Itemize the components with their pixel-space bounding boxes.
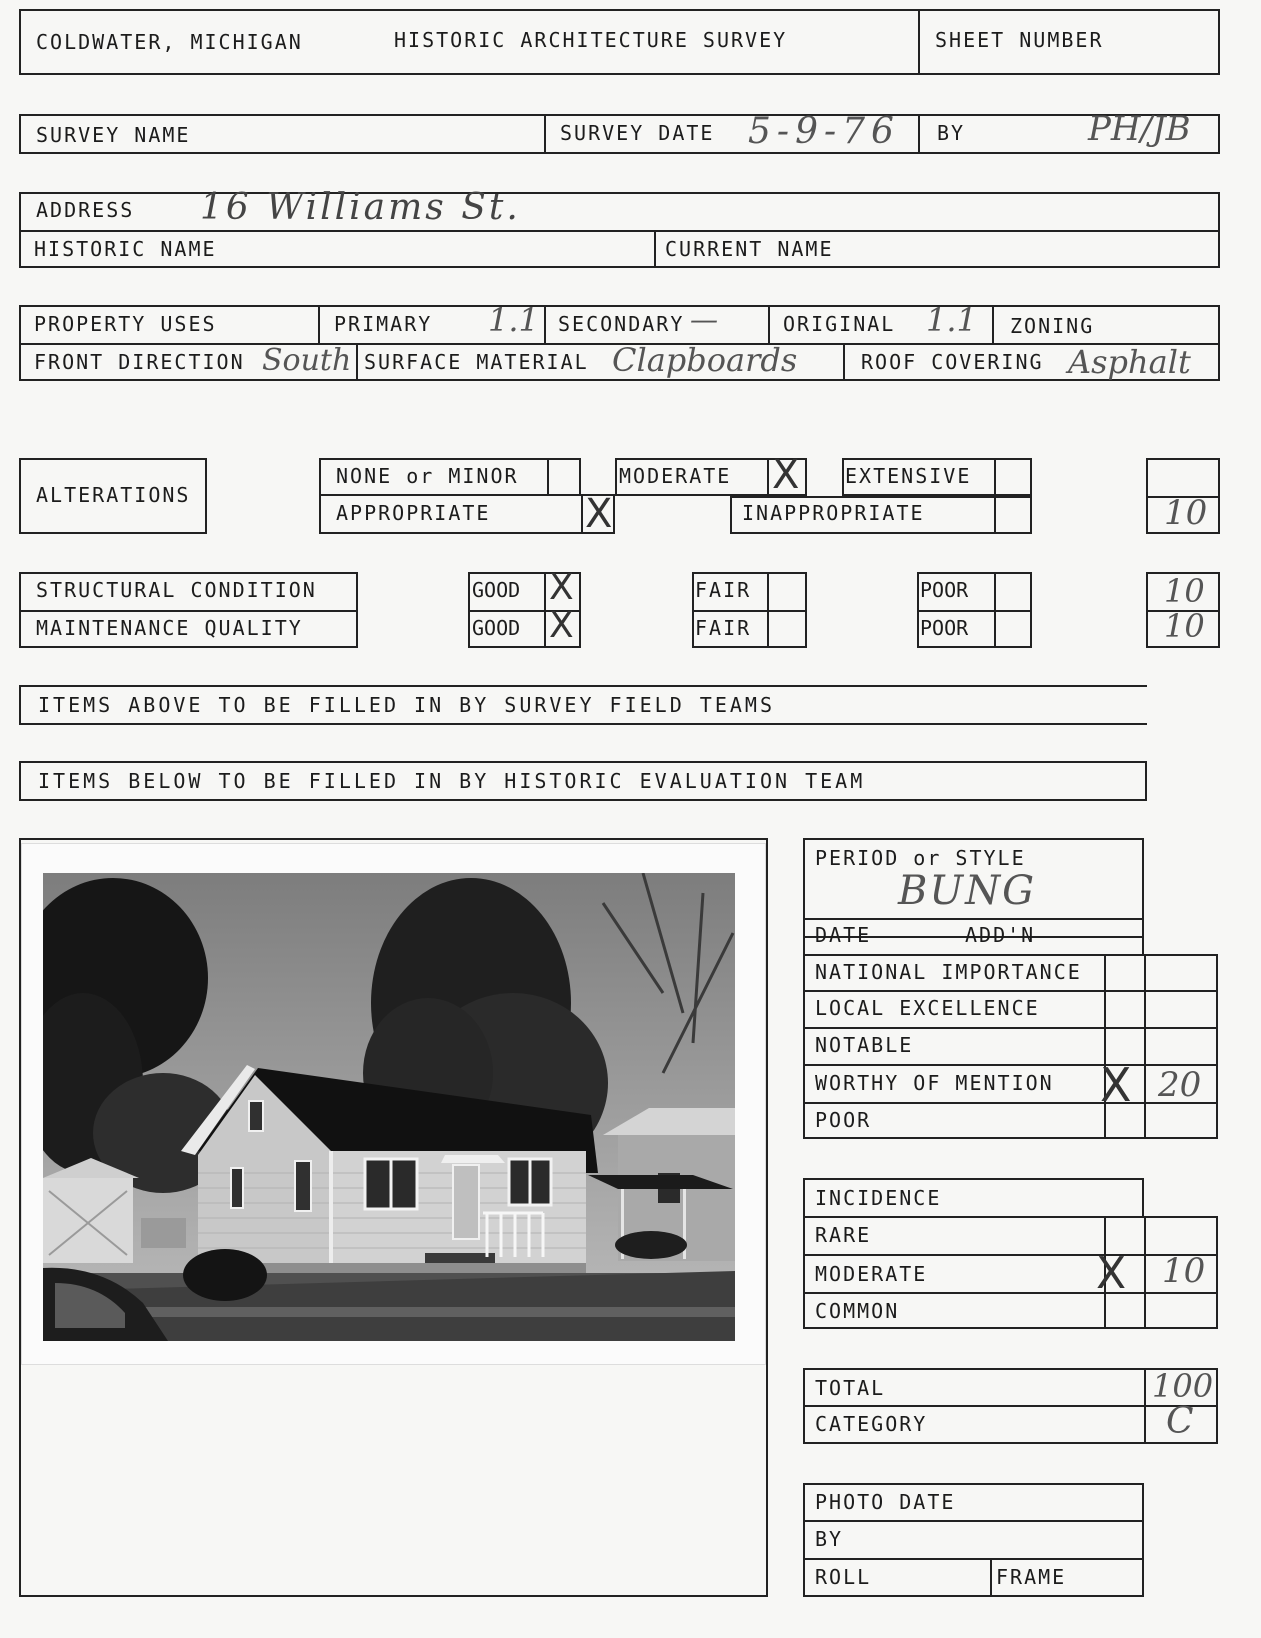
address-value[interactable]: 16 Williams St. [200, 187, 521, 228]
totals-col-divider [1144, 1368, 1146, 1444]
surface-material-label: SURFACE MATERIAL [364, 350, 589, 374]
appropriate-check-divider [581, 494, 583, 534]
house-photograph [43, 873, 735, 1341]
alterations-score[interactable]: 10 [1164, 493, 1208, 533]
extensive-check-divider [994, 458, 996, 496]
worthy-of-mention-check[interactable]: X [1100, 1058, 1132, 1112]
original-value[interactable]: 1.1 [926, 301, 977, 339]
maintenance-fair-label: FAIR [695, 616, 752, 640]
maintenance-quality-label: MAINTENANCE QUALITY [36, 616, 303, 640]
worthy-of-mention-label: WORTHY OF MENTION [815, 1071, 1054, 1095]
current-name-label: CURRENT NAME [665, 237, 834, 261]
total-value[interactable]: 100 [1152, 1367, 1214, 1405]
poor-divider [917, 610, 1032, 612]
evaluation-poor-label: POOR [815, 1108, 872, 1132]
header-divider [918, 9, 920, 75]
evaluation-team-note: ITEMS BELOW TO BE FILLED IN BY HISTORIC EVALUATION TEAM [38, 769, 866, 793]
extensive-label: EXTENSIVE [845, 464, 972, 488]
zoning-label: ZONING [1010, 314, 1095, 338]
good-check-divider [544, 572, 546, 648]
moderate-label: MODERATE [619, 464, 732, 488]
original-label: ORIGINAL [783, 312, 896, 336]
front-direction-label: FRONT DIRECTION [34, 350, 245, 374]
historic-name-label: HISTORIC NAME [34, 237, 217, 261]
incidence-moderate-check[interactable]: X [1096, 1248, 1127, 1299]
importance-row-3 [803, 1064, 1218, 1066]
photo-by-label: BY [815, 1527, 844, 1551]
prop-div-4 [992, 305, 994, 343]
incidence-col-divider-2 [1144, 1216, 1146, 1329]
importance-col-divider-2 [1144, 954, 1146, 1139]
structural-fair-label: FAIR [695, 578, 752, 602]
structural-good-check[interactable]: X [549, 567, 574, 608]
sheet-number-label: SHEET NUMBER [935, 28, 1104, 52]
address-divider [19, 230, 1220, 232]
none-minor-label: NONE or MINOR [336, 464, 519, 488]
frame-label: FRAME [996, 1565, 1067, 1589]
maintenance-good-label: GOOD [472, 616, 521, 640]
location-label: COLDWATER, MICHIGAN [36, 30, 303, 54]
incidence-label: INCIDENCE [815, 1186, 942, 1210]
survey-by-label: BY [937, 121, 966, 145]
photo-info-row-2 [803, 1558, 1144, 1560]
photo-date-label: PHOTO DATE [815, 1490, 956, 1514]
inappropriate-check-divider [994, 496, 996, 534]
survey-by-value[interactable]: PH/JB [1088, 109, 1191, 149]
importance-row-1 [803, 990, 1218, 992]
total-label: TOTAL [815, 1376, 886, 1400]
prop-div-1 [318, 305, 320, 343]
prop-div-6 [843, 343, 845, 381]
primary-label: PRIMARY [334, 312, 433, 336]
roof-covering-value[interactable]: Asphalt [1068, 343, 1191, 381]
incidence-moderate-label: MODERATE [815, 1262, 928, 1286]
front-direction-value[interactable]: South [262, 343, 352, 378]
roll-frame-divider [990, 1558, 992, 1597]
incidence-row-1 [803, 1254, 1218, 1256]
address-label: ADDRESS [36, 198, 135, 222]
maintenance-good-check[interactable]: X [549, 605, 574, 646]
incidence-moderate-score[interactable]: 10 [1162, 1251, 1206, 1291]
property-uses-label: PROPERTY USES [34, 312, 217, 336]
moderate-check[interactable]: X [772, 452, 800, 498]
survey-date-value[interactable]: 5-9-76 [748, 111, 900, 152]
period-style-label: PERIOD or STYLE [815, 846, 1026, 870]
national-importance-label: NATIONAL IMPORTANCE [815, 960, 1082, 984]
worthy-of-mention-score[interactable]: 20 [1158, 1065, 1202, 1105]
fair-check-divider [767, 572, 769, 648]
surface-material-value[interactable]: Clapboards [612, 341, 798, 379]
maintenance-score[interactable]: 10 [1164, 607, 1205, 645]
category-value[interactable]: C [1166, 1401, 1194, 1442]
prop-div-2 [544, 305, 546, 343]
importance-row-4 [803, 1102, 1218, 1104]
survey-name-label: SURVEY NAME [36, 123, 191, 147]
none-minor-check-divider [547, 458, 549, 496]
prop-div-3 [768, 305, 770, 343]
moderate-check-divider [767, 458, 769, 496]
secondary-label: SECONDARY [558, 312, 685, 336]
maintenance-poor-label: POOR [920, 616, 969, 640]
date-label: DATE [815, 923, 872, 947]
structural-good-label: GOOD [472, 578, 521, 602]
survey-date-label: SURVEY DATE [560, 121, 715, 145]
poor-check-divider [994, 572, 996, 648]
roll-label: ROLL [815, 1565, 872, 1589]
rare-label: RARE [815, 1223, 872, 1247]
structural-poor-label: POOR [920, 578, 969, 602]
prop-div-5 [356, 343, 358, 381]
period-style-value[interactable]: BUNG [898, 868, 1037, 914]
survey-divider-1 [544, 114, 546, 154]
roof-covering-label: ROOF COVERING [861, 350, 1044, 374]
photo-info-row-1 [803, 1520, 1144, 1522]
alterations-label: ALTERATIONS [36, 483, 191, 507]
category-label: CATEGORY [815, 1412, 928, 1436]
primary-value[interactable]: 1.1 [488, 301, 539, 339]
structural-condition-label: STRUCTURAL CONDITION [36, 578, 317, 602]
incidence-row-2 [803, 1292, 1218, 1294]
historic-current-divider [654, 230, 656, 268]
inappropriate-label: INAPPROPRIATE [742, 501, 925, 525]
appropriate-check[interactable]: X [585, 491, 613, 537]
common-label: COMMON [815, 1299, 900, 1323]
condition-label-divider [19, 610, 358, 612]
totals-divider [803, 1405, 1218, 1407]
structural-score[interactable]: 10 [1164, 572, 1205, 610]
form-title: HISTORIC ARCHITECTURE SURVEY [394, 28, 788, 52]
secondary-value[interactable]: — [690, 303, 718, 336]
notable-label: NOTABLE [815, 1033, 914, 1057]
importance-row-2 [803, 1027, 1218, 1029]
survey-divider-2 [918, 114, 920, 154]
field-teams-note: ITEMS ABOVE TO BE FILLED IN BY SURVEY FIELD TEAMS [38, 693, 776, 717]
fair-divider [692, 610, 807, 612]
appropriate-label: APPROPRIATE [336, 501, 491, 525]
addn-label: ADD'N [965, 923, 1036, 947]
local-excellence-label: LOCAL EXCELLENCE [815, 996, 1040, 1020]
